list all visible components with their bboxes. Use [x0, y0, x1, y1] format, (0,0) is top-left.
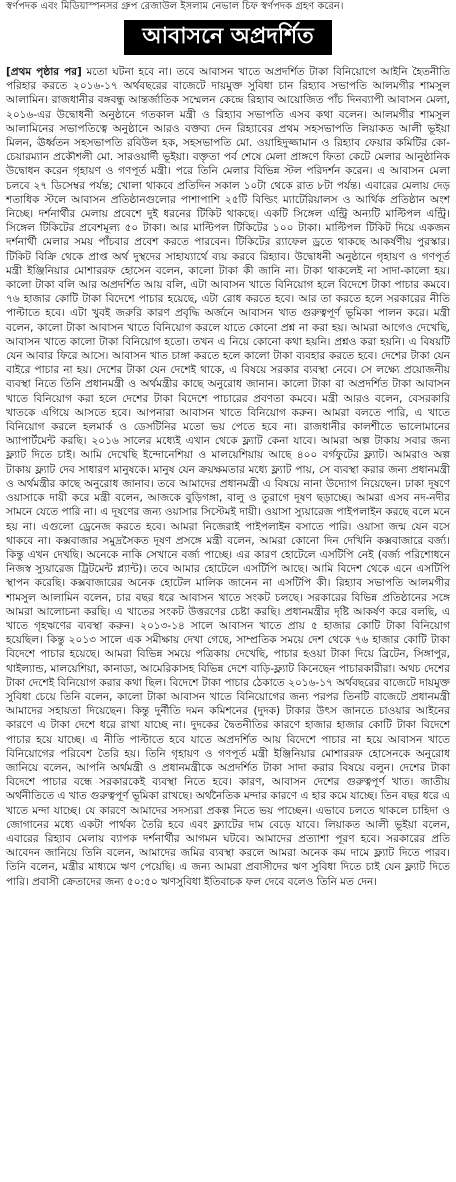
continuation-marker: [প্রথম পৃষ্ঠার পর]: [6, 66, 82, 78]
article-headline: আবাসনে অপ্রদর্শিত: [124, 20, 331, 55]
article-body: [0, 65, 456, 1175]
previous-article-tail: স্বর্ণপদক এবং মিডিয়াস্পনসর গ্রুপ রেজাউল ইসলাম নেভাল চিফ স্বর্ণপদক গ্রহণ করেন।: [6, 1, 344, 12]
headline-container: [0, 20, 456, 55]
article-text: মতো ঘটনা হবে না। তবে আবাসন খাতে অপ্রদর্শিত টাকা বিনিয়োগে আইনি হৈতনীতি পরিহার করতে ২০১৬-১৭ অর্থবছরের বাজেটে দায়মুক্ত সুবিধা চান রিহ্যাব সভাপতি আলমগীর শামসুল আলামিন। রাজধানীর বঙ্গবন্ধু আন্তর্জাতিক সম্মেলন কেন্দ্রে রিহ্যাব আয়োজিত পাঁচ দিনব্যাপী আবাসন মেলা, ২০১৬-এর উদ্বোধনী অনুষ্ঠানে গতকাল মন্ত্রী ও রিহ্যাব সভাপতি এসব কথা বলেন। আলমগীর শামসুল আলামিনের সভাপতিত্বে অনুষ্ঠানে আরও বক্তব্য দেন রিহ্যাবের প্রথম সহসভাপতি লিয়াকত আলী ভূইয়া মিলন, ঊর্ধ্বতন সহসভাপতি রবিউল হক, সহসভাপতি মো. ওয়াহিদুজ্জামান ও রিহ্যাব ফেয়ার কমিটির কো-চেয়ারম্যান প্রকৌশলী মো. সারওয়ার্দী ভূইয়া। বক্তৃতা পর্ব শেষে মেলা প্রাঙ্গণে ফিতা কেটে মেলার আনুষ্ঠানিক উদ্বোধন করেন গৃহায়ণ ও গণপূর্ত মন্ত্রী। পরে তিনি মেলার বিভিন্ন স্টল পরিদর্শন করেন। এ আবাসন মেলা চলবে ২৭ ডিসেম্বর পর্যন্ত; খোলা থাকবে প্রতিদিন সকাল ১০টা থেকে রাত ৮টা পর্যন্ত। এবারের মেলায় দেড় শতাধিক স্টলে আবাসন প্রতিষ্ঠানগুলোর পাশাপাশি ২৫টি বিল্ডিং ম্যাটেরিয়ালস ও আর্থিক প্রতিষ্ঠান অংশ নিচ্ছে। দর্শনার্থীর মেলায় প্রবেশে দুই ধরনের টিকিট থাকছে। একটি সিঙ্গেল এন্ট্রি অন্যটি মাল্টিপল এন্ট্রি। সিঙ্গেল টিকিটের প্রবেশমূল্য ৫০ টাকা। আর মাল্টিপল টিকিটের ১০০ টাকা। মাল্টিপল টিকিট দিয়ে একজন দর্শনার্থী মেলার সময় পাঁচবার প্রবেশ করতে পারবেন। টিকিটের র‍্যাফেল ড্রতে থাকছে আকর্ষণীয় পুরস্কার। টিকিট বিক্রি থেকে প্রাপ্ত অর্থ দুস্থদের সাহায্যার্থে ব্যয় করবে রিহ্যাব। উদ্বোধনী অনুষ্ঠানে গৃহায়ণ ও গণপূর্ত মন্ত্রী ইঞ্জিনিয়ার মোশাররফ হোসেন বলেন, কালো টাকা কী জানি না। টাকা থাকলেই না সাদা-কালো হয়। কালো টাকা বলি আর অপ্রদর্শিত আয় বলি, এটা আবাসন খাতে বিনিয়োগ হলে বিদেশে টাকা পাচার কমবে। ৭৬ হাজার কোটি টাকা বিদেশে পাচার হয়েছে, এটা রোধ করতে হবে। আর তা করতে হলে সরকারের নীতি পাল্টাতে হবে। এটা খুবই জরুরি কারণ প্রবৃদ্ধি অর্জনে আবাসন খাত গুরুত্বপূর্ণ ভূমিকা পালন করে। মন্ত্রী বলেন, কালো টাকা আবাসন খাতে বিনিয়োগ করলে যাতে কোনো প্রশ্ন না করা হয়। আমরা আগেও দেখেছি, আবাসন খাতে কালো টাকা বিনিয়োগ হতো। তখন এ নিয়ে কোনো কথা হয়নি। প্রশ্নও করা হয়নি। এ বিষয়টি যেন আবার ফিরে আসে। আবাসন খাত চাঙ্গা করতে হলে কালো টাকা ব্যবহার করতে হবে। দেশের টাকা যেন বাইরে পাচার না হয়। দেশের টাকা যেন দেশেই থাকে, এ বিষয়ে সরকার ব্যবস্থা নেবে। সে লক্ষ্যে প্রয়োজনীয় ব্যবস্থা নিতে তিনি প্রধানমন্ত্রী ও অর্থমন্ত্রীর কাছে অনুরোধ জানান। কালো টাকা বা অপ্রদর্শিত টাকা আবাসন খাতে বিনিয়োগ করা হলে দেশের টাকা বিদেশে পাচারের প্রবণতা কমবে। মন্ত্রী আরও বলেন, বেসরকারি খাতকে এগিয়ে আসতে হবে। আপনারা আবাসন খাতে বিনিয়োগ করুন। আমরা বলতে পারি, এ খাতে বিনিয়োগ করলে হলমার্ক ও ডেসটিনির মতো ভয় পেতে হবে না। রাজধানীর কালশীতে ভালোমানের অ্যাপার্টমেন্ট করছি। ২০১৬ সালের মধ্যেই এখান থেকে ফ্ল্যাট কেনা যাবে। আমরা অল্প টাকায় সবার জন্য ফ্ল্যাট দিতে চাই। আমি দেখেছি ইন্দোনেশিয়া ও মালয়েশিয়ায় আছে ৪০০ বর্গফুটের ফ্ল্যাট। আমরাও অল্প টাকায় ফ্ল্যাট দেব সাধারণ মানুষকে। মানুষ যেন ক্রয়ক্ষমতার মধ্যে ফ্ল্যাট পায়, সে ব্যবস্থা করার জন্য প্রধানমন্ত্রী ও অর্থমন্ত্রীর কাছে অনুরোধ জানাব। তবে আমাদের প্রধানমন্ত্রী এ বিষয়ে নানা উদ্যোগ নিয়েছেন। ঢাকা দূষণে ওয়াসাকে দায়ী করে মন্ত্রী বলেন, আজকে বুড়িগঙ্গা, বালু ও তুরাগে দূষণ ছড়াচ্ছে। আমরা এসব নদ-নদীর সামনে যেতে পারি না। এ দূষণের জন্য ওয়াসার সিস্টেমই দায়ী। ওয়াসা স্যুয়ারেজ পাইপলাইন করছে বলে মনে হয় না। এগুলো ড্রেনেজ করতে হবে। আমরা নিজেরাই পাইপলাইন বসাতে পারি। ওয়াসা জন্ম যেন বসে থাকবে না। কক্সবাজার সমুদ্রসৈকত দূষণ প্রসঙ্গে মন্ত্রী বলেন, আমরা কোনো দিন দেখিনি কক্সবাজারে বর্জ্য। কিন্তু এখন দেখছি। অনেকে নাকি সেখানে বর্জ্য পাচ্ছে। এর কারণ হোটেলে এসটিপি নেই (বর্জ্য পরিশোধনে নিজস্ব স্যুয়ারেজ ট্রিটমেন্ট প্ল্যান্ট)। তবে আমার হোটেলে এসটিপি আছে। আমি বিদেশ থেকে এনে এসটিপি স্থাপন করেছি। কক্সবাজারের অনেক হোটেল মালিক জানেন না এসটিপি কী। রিহ্যাব সভাপতি আলমগীর শামসুল আলামিন বলেন, চার বছর ধরে আবাসন খাতে সংকট চলছে। সরকারের বিভিন্ন প্রতিষ্ঠানের সঙ্গে আমরা আলোচনা করছি। এ খাতের সংকট উত্তরণের চেষ্টা করছি। প্রধানমন্ত্রীর দৃষ্টি আকর্ষণ করে বলছি, এ খাতে গৃহঋণের ব্যবস্থা করুন। ২০১৩-১৪ সালে আবাসন খাতে প্রায় ৫ হাজার কোটি টাকা বিনিয়োগ হয়েছিল। কিন্তু ২০১৩ সালে এক সমীক্ষায় দেখা গেছে, সাম্প্রতিক সময়ে দেশ থেকে ৭৬ হাজার কোটি টাকা বিদেশে পাচার হয়েছে। আমরা বিভিন্ন সময়ে পত্রিকায় দেখেছি, পাচার হওয়া টাকা দিয়ে ব্রিটেন, সিঙ্গাপুর, থাইল্যান্ড, মালয়েশিয়া, কানাডা, আমেরিকাসহ বিভিন্ন দেশে বাড়ি-ফ্ল্যাট কিনেছেন পাচারকারীরা। অথচ দেশের টাকা দেশেই বিনিয়োগ করার কথা ছিল। বিদেশে টাকা পাচার ঠেকাতে ২০১৬-১৭ অর্থবছরের বাজেটে দায়মুক্ত সুবিধা চেয়ে তিনি বলেন, কালো টাকা আবাসন খাতে বিনিয়োগের জন্য পরপর তিনটি বাজেটে প্রধানমন্ত্রী আমাদের সহায়তা দিয়েছেন। কিন্তু দুর্নীতি দমন কমিশনের (দুদক) টাকার উৎস জানতে চাওয়ার আইনের কারণে এ টাকা দেশে ধরে রাখা যাচ্ছে না। দুদকের দ্বৈতনীতির কারণে হাজার হাজার কোটি টাকা বিদেশে পাচার হয়ে যাচ্ছে। এ নীতি পাল্টাতে হবে যাতে অপ্রদর্শিত আয় বিদেশে পাচার না হয়ে আবাসন খাতে বিনিয়োগের পরিবেশ তৈরি হয়। তিনি গৃহায়ণ ও গণপূর্ত মন্ত্রী ইঞ্জিনিয়ার মোশাররফ হোসেনকে অনুরোধ জানিয়ে বলেন, আপনি অর্থমন্ত্রী ও প্রধানমন্ত্রীকে অপ্রদর্শিত টাকা সাদা করার বিষয়ে বলুন। দেশের টাকা বিদেশে পাচার বন্ধে সরকারকেই ব্যবস্থা নিতে হবে। কারণ, আবাসন দেশের গুরুত্বপূর্ণ খাত। জাতীয় অর্থনীতিতে এ খাত গুরুত্বপূর্ণ ভূমিকা রাখছে। অর্থনৈতিক মন্দার কারণে এ হার কমে যাচ্ছে। তিন বছর ধরে এ খাতে মন্দা যাচ্ছে। যে কারণে আমাদের সদস্যরা প্রকল্প নিতে ভয় পাচ্ছেন। এভাবে চলতে থাকলে চাহিদা ও জোগানের মধ্যে একটা পার্থক্য তৈরি হবে এবং ফ্ল্যাটের দাম বেড়ে যাবে। লিয়াকত আলী ভূইয়া বলেন, এবারের রিহ্যাব মেলায় ব্যাপক দর্শনার্থীর আগমন ঘটবে। আমাদের প্রত্যাশা পূরণ হবে। সরকারের প্রতি আবেদন জানিয়ে তিনি বলেন, আমাদের জমির ব্যবস্থা করলে আমরা অনেক কম দামে ফ্ল্যাট দিতে পারব। তিনি বলেন, মন্ত্রীর মাধ্যমে ঋণ পেয়েছি। এ জন্য আমরা প্রবাসীদের ঋণ সুবিধা দিতে চাই যেন ফ্ল্যাট দিতে পারি। প্রবাসী ক্রেতাদের জন্য ৫০:৫০ ঋণসুবিধা ইতিবাচক ফল দেবে বলেও তিনি মত দেন।: [6, 66, 450, 888]
